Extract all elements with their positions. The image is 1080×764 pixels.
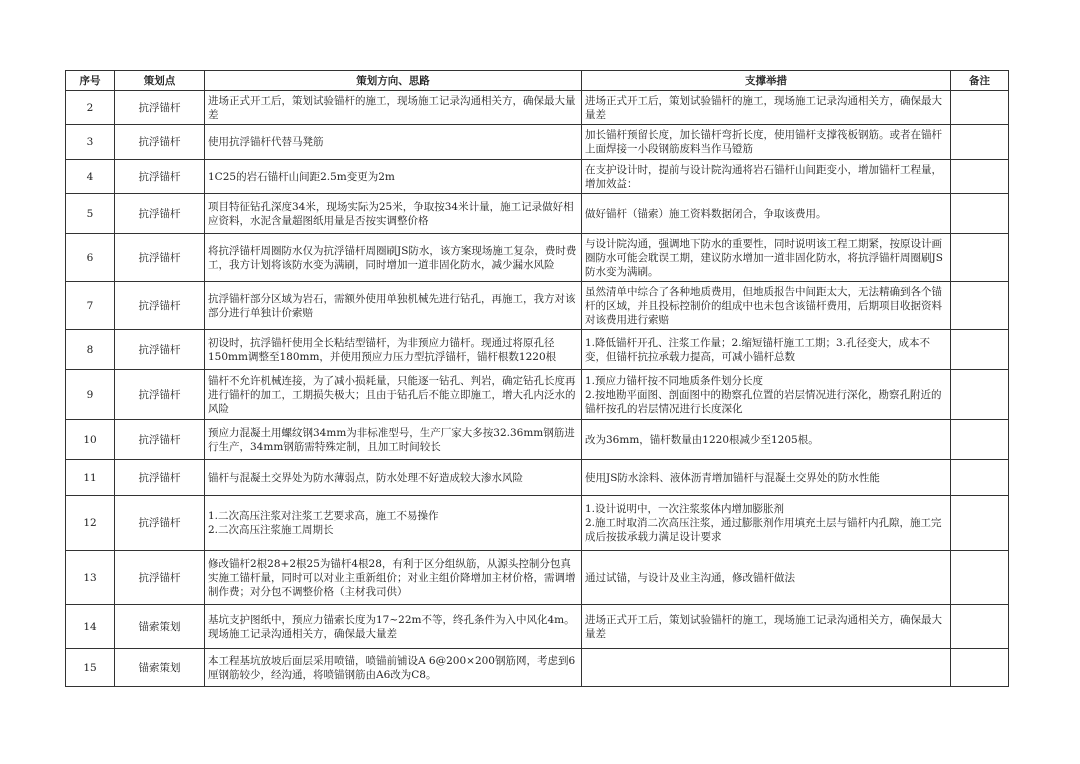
row-direction: 锚杆与混凝土交界处为防水薄弱点，防水处理不好造成较大渗水风险: [205, 460, 582, 496]
row-point: 抗浮锚杆: [115, 234, 205, 282]
row-direction: 使用抗浮锚杆代替马凳筋: [205, 125, 582, 160]
row-measure: 进场正式开工后，策划试验锚杆的施工，现场施工记录沟通相关方，确保最大量差: [582, 91, 951, 125]
row-measure: 在支护设计时，提前与设计院沟通将岩石锚杆山间距变小，增加锚杆工程量，增加效益：: [582, 160, 951, 194]
row-point: 抗浮锚杆: [115, 496, 205, 551]
row-note: [951, 125, 1009, 160]
row-point: 锚索策划: [115, 605, 205, 649]
row-note: [951, 160, 1009, 194]
row-direction: 基坑支护图纸中，预应力锚索长度为17~22m不等，终孔条件为入中风化4m。现场施工记录沟通相关方，确保最大量差: [205, 605, 582, 649]
table-row: [66, 91, 1009, 125]
row-measure: 1.设计说明中，一次注浆浆体内增加膨胀剂 2.施工时取消二次高压注浆，通过膨胀剂作用填充土层与锚杆内孔隙，施工完成后按拔承载力满足设计要求: [582, 496, 951, 551]
row-measure: 1.降低锚杆开孔、注浆工作量；2.缩短锚杆施工工期；3.孔径变大，成本不变，但锚杆抗拉承载力提高，可减小锚杆总数: [582, 330, 951, 370]
row-point: 抗浮锚杆: [115, 370, 205, 420]
row-direction: 1.二次高压注浆对注浆工艺要求高，施工不易操作 2.二次高压注浆施工周期长: [205, 496, 582, 551]
row-point: 抗浮锚杆: [115, 551, 205, 605]
header-measure: 支撑举措: [582, 71, 951, 91]
table-row: [66, 649, 1009, 687]
row-note: [951, 194, 1009, 234]
row-direction: 预应力混凝土用螺纹钢34mm为非标准型号，生产厂家大多按32.36mm钢筋进行生产，34mm钢筋需特殊定制，且加工时间较长: [205, 420, 582, 460]
table-header-row: [66, 71, 1009, 91]
row-no: 8: [66, 330, 115, 370]
row-measure: 1.预应力锚杆按不同地质条件划分长度 2.按地勘平面图、剖面图中的勘察孔位置的岩层情况进行深化，勘察孔附近的锚杆按孔的岩层情况进行长度深化: [582, 370, 951, 420]
row-no: 10: [66, 420, 115, 460]
row-point: 抗浮锚杆: [115, 420, 205, 460]
row-direction: 1C25的岩石锚杆山间距2.5m变更为2m: [205, 160, 582, 194]
row-note: [951, 551, 1009, 605]
header-direction: 策划方向、思路: [205, 71, 582, 91]
row-point: 抗浮锚杆: [115, 460, 205, 496]
row-direction: 初设时，抗浮锚杆使用全长粘结型锚杆，为非预应力锚杆。现通过将原孔径150mm调整至180mm，并使用预应力压力型抗浮锚杆，锚杆根数1220根: [205, 330, 582, 370]
table-row: [66, 282, 1009, 330]
row-point: 抗浮锚杆: [115, 330, 205, 370]
header-point: 策划点: [115, 71, 205, 91]
table-row: [66, 605, 1009, 649]
table-row: [66, 160, 1009, 194]
row-point: 锚索策划: [115, 649, 205, 687]
row-note: [951, 282, 1009, 330]
row-no: 6: [66, 234, 115, 282]
row-no: 3: [66, 125, 115, 160]
row-direction: 项目特征钻孔深度34米，现场实际为25米，争取按34米计量，施工记录做好相应资料，水泥含量超图纸用量是否按实调整价格: [205, 194, 582, 234]
table-row: [66, 496, 1009, 551]
header-no: 序号: [66, 71, 115, 91]
row-no: 15: [66, 649, 115, 687]
row-point: 抗浮锚杆: [115, 91, 205, 125]
row-point: 抗浮锚杆: [115, 282, 205, 330]
row-point: 抗浮锚杆: [115, 194, 205, 234]
row-direction: 本工程基坑放坡后面层采用喷锚，喷锚前铺设A 6@200×200钢筋网，考虑到6厘钢筋较少，经沟通，将喷锚钢筋由A6改为C8。: [205, 649, 582, 687]
row-point: 抗浮锚杆: [115, 125, 205, 160]
row-note: [951, 330, 1009, 370]
table-row: [66, 551, 1009, 605]
row-no: 4: [66, 160, 115, 194]
row-note: [951, 605, 1009, 649]
row-measure: [582, 649, 951, 687]
row-no: 7: [66, 282, 115, 330]
row-note: [951, 370, 1009, 420]
planning-table: [65, 70, 1009, 687]
row-measure: 与设计院沟通，强调地下防水的重要性，同时说明该工程工期紧，按原设计画圈防水可能会耽误工期，建议防水增加一道非固化防水，将抗浮锚杆周圈刷JS防水变为满刷。: [582, 234, 951, 282]
table-row: [66, 370, 1009, 420]
row-direction: 修改锚杆2根28+2根25为锚杆4根28，有利于区分组纵筋，从源头控制分包真实施工锚杆量，同时可以对业主重新组价；对业主组价降增加主材价格，需调增制作费；对分包不调整价格（主材我司供）: [205, 551, 582, 605]
row-direction: 锚杆不允许机械连接，为了减小损耗量，只能逐一钻孔、判岩，确定钻孔长度再进行锚杆的加工，工期损失极大；且由于钻孔后不能立即施工，增大孔内泛水的风险: [205, 370, 582, 420]
row-no: 14: [66, 605, 115, 649]
row-note: [951, 91, 1009, 125]
row-no: 5: [66, 194, 115, 234]
table-row: [66, 460, 1009, 496]
table-row: [66, 234, 1009, 282]
row-measure: 加长锚杆预留长度，加长锚杆弯折长度，使用锚杆支撑筏板钢筋。或者在锚杆上面焊接一小段钢筋废料当作马镫筋: [582, 125, 951, 160]
row-note: [951, 649, 1009, 687]
row-direction: 进场正式开工后，策划试验锚杆的施工，现场施工记录沟通相关方，确保最大量差: [205, 91, 582, 125]
table-row: [66, 330, 1009, 370]
row-note: [951, 460, 1009, 496]
row-measure: 虽然清单中综合了各种地质费用，但地质报告中间距太大，无法精确到各个锚杆的区域，并且投标控制价的组成中也未包含该锚杆费用，后期项目收据资料对该费用进行索赔: [582, 282, 951, 330]
row-measure: 通过试锚，与设计及业主沟通，修改锚杆做法: [582, 551, 951, 605]
table-row: [66, 194, 1009, 234]
row-no: 11: [66, 460, 115, 496]
row-no: 12: [66, 496, 115, 551]
row-note: [951, 234, 1009, 282]
row-measure: 改为36mm，锚杆数量由1220根减少至1205根。: [582, 420, 951, 460]
row-no: 2: [66, 91, 115, 125]
table-row: [66, 420, 1009, 460]
row-measure: 使用JS防水涂料、液体沥青增加锚杆与混凝土交界处的防水性能: [582, 460, 951, 496]
row-measure: 进场正式开工后，策划试验锚杆的施工，现场施工记录沟通相关方，确保最大量差: [582, 605, 951, 649]
row-measure: 做好锚杆（锚索）施工资料数据闭合，争取该费用。: [582, 194, 951, 234]
row-no: 9: [66, 370, 115, 420]
row-point: 抗浮锚杆: [115, 160, 205, 194]
row-no: 13: [66, 551, 115, 605]
row-direction: 抗浮锚杆部分区域为岩石，需额外使用单独机械先进行钻孔，再施工，我方对该部分进行单独计价索赔: [205, 282, 582, 330]
row-note: [951, 420, 1009, 460]
header-note: 备注: [951, 71, 1009, 91]
table-row: [66, 125, 1009, 160]
row-note: [951, 496, 1009, 551]
row-direction: 将抗浮锚杆周圈防水仅为抗浮锚杆周圈刷JS防水，该方案现场施工复杂，费时费工，我方计划将该防水变为满刷，同时增加一道非固化防水，减少漏水风险: [205, 234, 582, 282]
